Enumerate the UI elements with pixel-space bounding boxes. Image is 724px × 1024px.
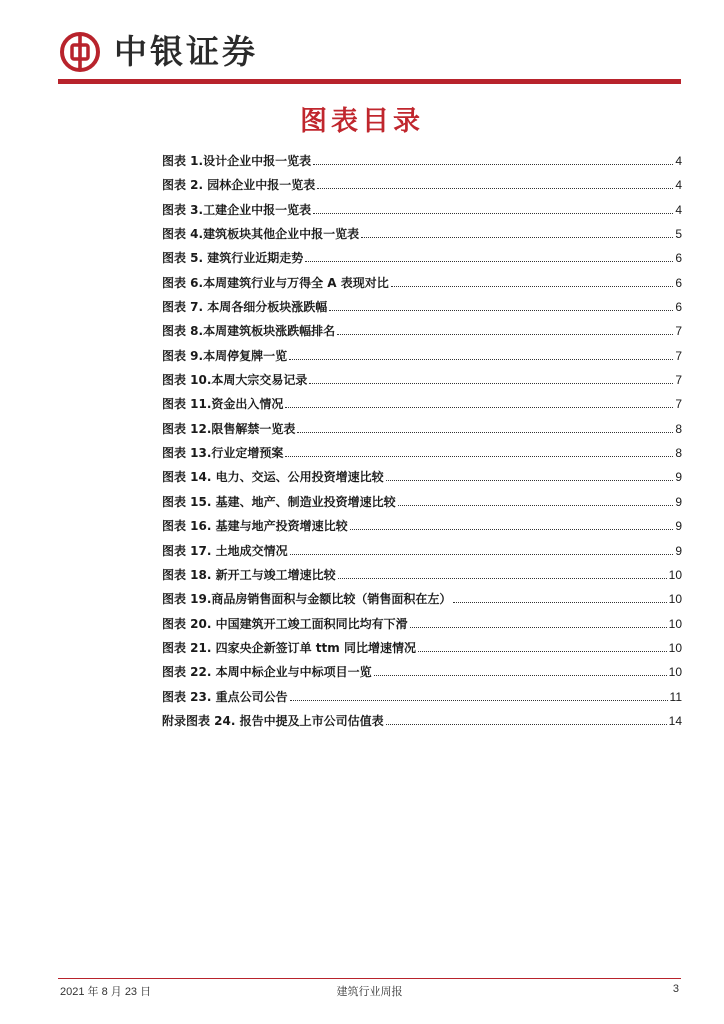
toc-leader-dots (391, 286, 674, 287)
toc-leader-dots (410, 627, 667, 628)
toc-entry[interactable] (162, 710, 682, 734)
page-footer (58, 983, 681, 999)
toc-entry[interactable] (162, 418, 682, 442)
toc-leader-dots (386, 724, 667, 725)
toc-entry-label[interactable]: 图表 17. 土地成交情况 (162, 543, 288, 558)
toc-entry-label[interactable]: 图表 4.建筑板块其他企业中报一览表 (162, 227, 360, 242)
toc-entry-page[interactable]: 7 (675, 348, 682, 363)
toc-entry[interactable] (162, 515, 682, 539)
toc-leader-dots (317, 188, 673, 189)
footer-report-name: 建筑行业周报 (336, 985, 403, 998)
toc-entry-label[interactable]: 图表 9.本周停复牌一览 (162, 348, 288, 363)
toc-leader-dots (313, 213, 673, 214)
toc-entry-page[interactable]: 4 (675, 154, 682, 168)
toc-leader-dots (418, 651, 667, 652)
toc-entry-page[interactable]: 10 (668, 665, 682, 680)
toc-entry[interactable] (162, 320, 682, 344)
toc-entry-page[interactable]: 8 (675, 421, 682, 436)
toc-title: 图表目录 (300, 106, 424, 137)
toc-leader-dots (305, 261, 673, 262)
toc-entry-page[interactable]: 7 (675, 373, 682, 388)
toc-entry-page[interactable]: 10 (668, 567, 682, 582)
toc-entry[interactable] (162, 174, 682, 198)
toc-entry-label[interactable]: 图表 3.工建企业中报一览表 (162, 202, 312, 217)
toc-entry-page[interactable]: 5 (675, 227, 682, 242)
toc-leader-dots (386, 480, 674, 481)
toc-leader-dots (313, 164, 673, 165)
toc-entry-label[interactable]: 图表 8.本周建筑板块涨跌幅排名 (162, 324, 336, 339)
toc-entry-label[interactable]: 图表 14. 电力、交运、公用投资增速比较 (162, 470, 384, 485)
toc-entry[interactable] (162, 466, 682, 490)
header-divider (58, 79, 681, 84)
toc-entry-page[interactable]: 4 (675, 178, 682, 193)
toc-entry[interactable] (162, 345, 682, 369)
footer-date: 2021 年 8 月 23 日 (60, 986, 152, 998)
toc-leader-dots (290, 554, 674, 555)
toc-entry-page[interactable]: 9 (675, 494, 682, 509)
toc-entry-label[interactable]: 图表 16. 基建与地产投资增速比较 (162, 519, 348, 534)
toc-entry-page[interactable]: 4 (675, 202, 682, 217)
toc-entry-page[interactable]: 6 (675, 251, 682, 266)
toc-entry[interactable] (162, 150, 682, 174)
toc-entry-label[interactable]: 图表 2. 园林企业中报一览表 (162, 178, 316, 193)
toc-entry-page[interactable]: 10 (668, 592, 682, 607)
toc-entry-page[interactable]: 6 (675, 275, 682, 290)
toc-entry[interactable] (162, 442, 682, 466)
bank-of-china-logo-icon (60, 32, 100, 72)
brand-name: 中银证券 (114, 32, 258, 71)
toc-entry-page[interactable]: 9 (675, 543, 682, 558)
toc-entry[interactable] (162, 637, 682, 661)
toc-leader-dots (309, 383, 673, 384)
toc-leader-dots (289, 359, 673, 360)
toc-entry[interactable] (162, 393, 682, 417)
toc-leader-dots (290, 700, 668, 701)
toc-entry-label[interactable]: 图表 7. 本周各细分板块涨跌幅 (162, 300, 328, 315)
toc-leader-dots (398, 505, 674, 506)
toc-list (162, 150, 682, 734)
toc-leader-dots (337, 334, 673, 335)
toc-entry[interactable] (162, 661, 682, 685)
toc-entry[interactable] (162, 613, 682, 637)
toc-entry[interactable] (162, 540, 682, 564)
toc-entry-label[interactable]: 图表 18. 新开工与竣工增速比较 (162, 567, 336, 582)
toc-entry-page[interactable]: 7 (675, 397, 682, 412)
toc-entry[interactable] (162, 247, 682, 271)
toc-entry[interactable] (162, 369, 682, 393)
toc-entry-label[interactable]: 图表 20. 中国建筑开工竣工面积同比均有下滑 (162, 616, 408, 631)
toc-entry-page[interactable]: 10 (668, 616, 682, 631)
toc-entry-label[interactable]: 图表 13.行业定增预案 (162, 446, 284, 461)
toc-leader-dots (338, 578, 667, 579)
toc-entry-label[interactable]: 图表 12.限售解禁一览表 (162, 421, 296, 436)
toc-entry-label[interactable]: 图表 5. 建筑行业近期走势 (162, 251, 304, 266)
toc-leader-dots (285, 456, 673, 457)
toc-entry-page[interactable]: 9 (675, 470, 682, 485)
toc-entry-label[interactable]: 图表 6.本周建筑行业与万得全 A 表现对比 (162, 275, 389, 290)
toc-entry[interactable] (162, 272, 682, 296)
toc-entry-label[interactable]: 图表 19.商品房销售面积与金额比较（销售面积在左） (162, 592, 452, 607)
toc-leader-dots (285, 407, 673, 408)
footer-divider (58, 978, 681, 979)
toc-entry[interactable] (162, 223, 682, 247)
footer-page-number: 3 (672, 983, 679, 995)
toc-entry-page[interactable]: 7 (675, 324, 682, 339)
toc-entry-label[interactable]: 图表 10.本周大宗交易记录 (162, 373, 308, 388)
toc-entry[interactable] (162, 686, 682, 710)
toc-entry-page[interactable]: 9 (675, 519, 682, 534)
toc-leader-dots (361, 237, 673, 238)
toc-entry-label[interactable]: 图表 15. 基建、地产、制造业投资增速比较 (162, 494, 396, 509)
toc-entry-label[interactable]: 图表 21. 四家央企新签订单 ttm 同比增速情况 (162, 640, 416, 655)
toc-entry-label[interactable]: 附录图表 24. 报告中提及上市公司估值表 (162, 713, 384, 728)
toc-entry-label[interactable]: 图表 23. 重点公司公告 (162, 689, 288, 704)
toc-entry[interactable] (162, 588, 682, 612)
toc-entry-page[interactable]: 8 (675, 446, 682, 461)
toc-entry-label[interactable]: 图表 22. 本周中标企业与中标项目一览 (162, 665, 372, 680)
toc-leader-dots (453, 602, 666, 603)
toc-entry-page[interactable]: 10 (668, 640, 682, 655)
toc-entry[interactable] (162, 296, 682, 320)
toc-entry[interactable] (162, 199, 682, 223)
toc-entry[interactable] (162, 564, 682, 588)
toc-entry[interactable] (162, 491, 682, 515)
toc-leader-dots (297, 432, 673, 433)
page-header (58, 30, 681, 82)
toc-leader-dots (374, 675, 667, 676)
toc-entry-page[interactable]: 6 (675, 300, 682, 315)
toc-entry-page[interactable]: 11 (669, 689, 682, 704)
toc-entry-page[interactable]: 14 (668, 713, 682, 728)
toc-entry-label[interactable]: 图表 1.设计企业中报一览表 (162, 154, 312, 168)
toc-leader-dots (329, 310, 673, 311)
toc-entry-label[interactable]: 图表 11.资金出入情况 (162, 397, 284, 412)
toc-leader-dots (350, 529, 674, 530)
